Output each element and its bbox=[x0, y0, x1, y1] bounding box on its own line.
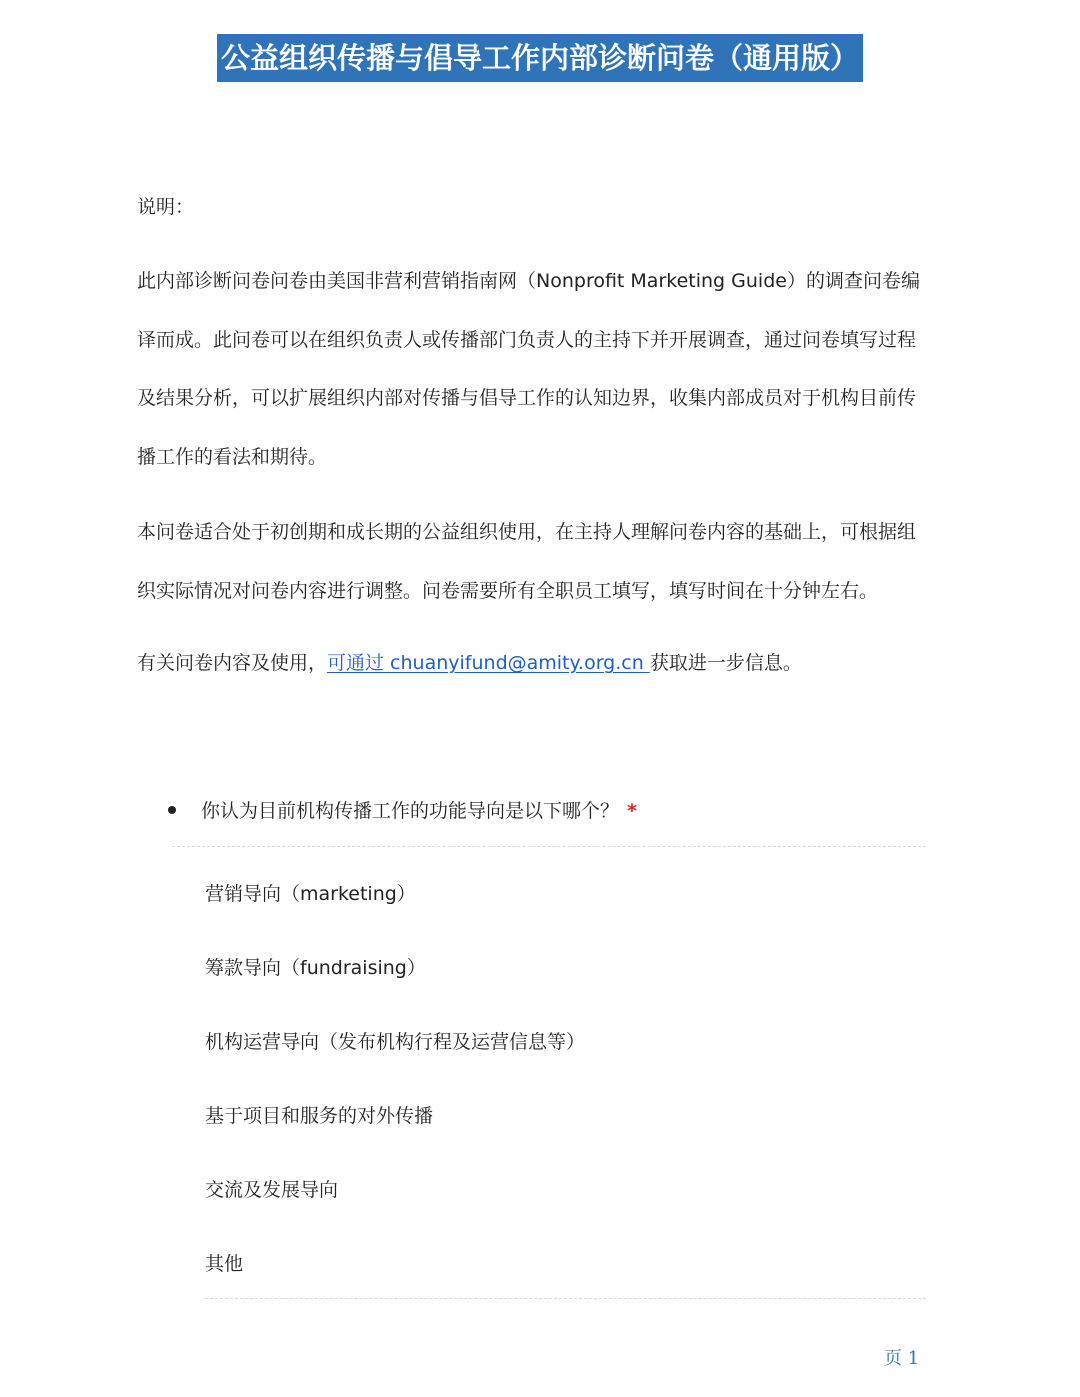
bullet-icon bbox=[168, 806, 176, 814]
contact-prefix: 有关问卷内容及使用， bbox=[137, 652, 328, 674]
option-other[interactable]: 其他 bbox=[205, 1253, 244, 1275]
title-wrapper bbox=[0, 34, 1080, 82]
page-number: 页 1 bbox=[884, 1348, 920, 1369]
option-exchange-development[interactable]: 交流及发展导向 bbox=[205, 1179, 339, 1201]
option-fundraising[interactable]: 筹款导向（fundraising） bbox=[205, 957, 426, 979]
contact-email-link[interactable]: 可通过 chuanyifund@amity.org.cn bbox=[327, 652, 650, 674]
contact-paragraph bbox=[137, 634, 927, 693]
question-1 bbox=[168, 796, 637, 826]
document-title: 公益组织传播与倡导工作内部诊断问卷（通用版） bbox=[217, 34, 863, 82]
option-marketing[interactable]: 营销导向（marketing） bbox=[205, 883, 416, 905]
required-asterisk: * bbox=[627, 800, 637, 822]
intro-paragraph-2: 本问卷适合处于初创期和成长期的公益组织使用，在主持人理解问卷内容的基础上，可根据组织实际情况对问卷内容进行调整。问卷需要所有全职员工填写，填写时间在十分钟左右。 bbox=[137, 521, 917, 602]
intro-paragraph-1: 此内部诊断问卷问卷由美国非营利营销指南网（Nonprofit Marketing Guide）的调查问卷编译而成。此问卷可以在组织负责人或传播部门负责人的主持下并开展调查，通过问卷填写过程及结果分析，可以扩展组织内部对传播与倡导工作的认知边界，收集内部成员对于机构目前传播工作的看法和期待。 bbox=[137, 270, 920, 468]
question-divider-bottom bbox=[205, 1298, 926, 1299]
answer-options bbox=[205, 870, 585, 1314]
option-operations[interactable]: 机构运营导向（发布机构行程及运营信息等） bbox=[205, 1031, 586, 1053]
question-text: 你认为目前机构传播工作的功能导向是以下哪个？ bbox=[201, 800, 620, 822]
contact-suffix: 获取进一步信息。 bbox=[649, 652, 802, 674]
intro-label: 说明： bbox=[137, 196, 195, 218]
question-divider-top bbox=[172, 846, 926, 847]
option-project-service[interactable]: 基于项目和服务的对外传播 bbox=[205, 1105, 434, 1127]
